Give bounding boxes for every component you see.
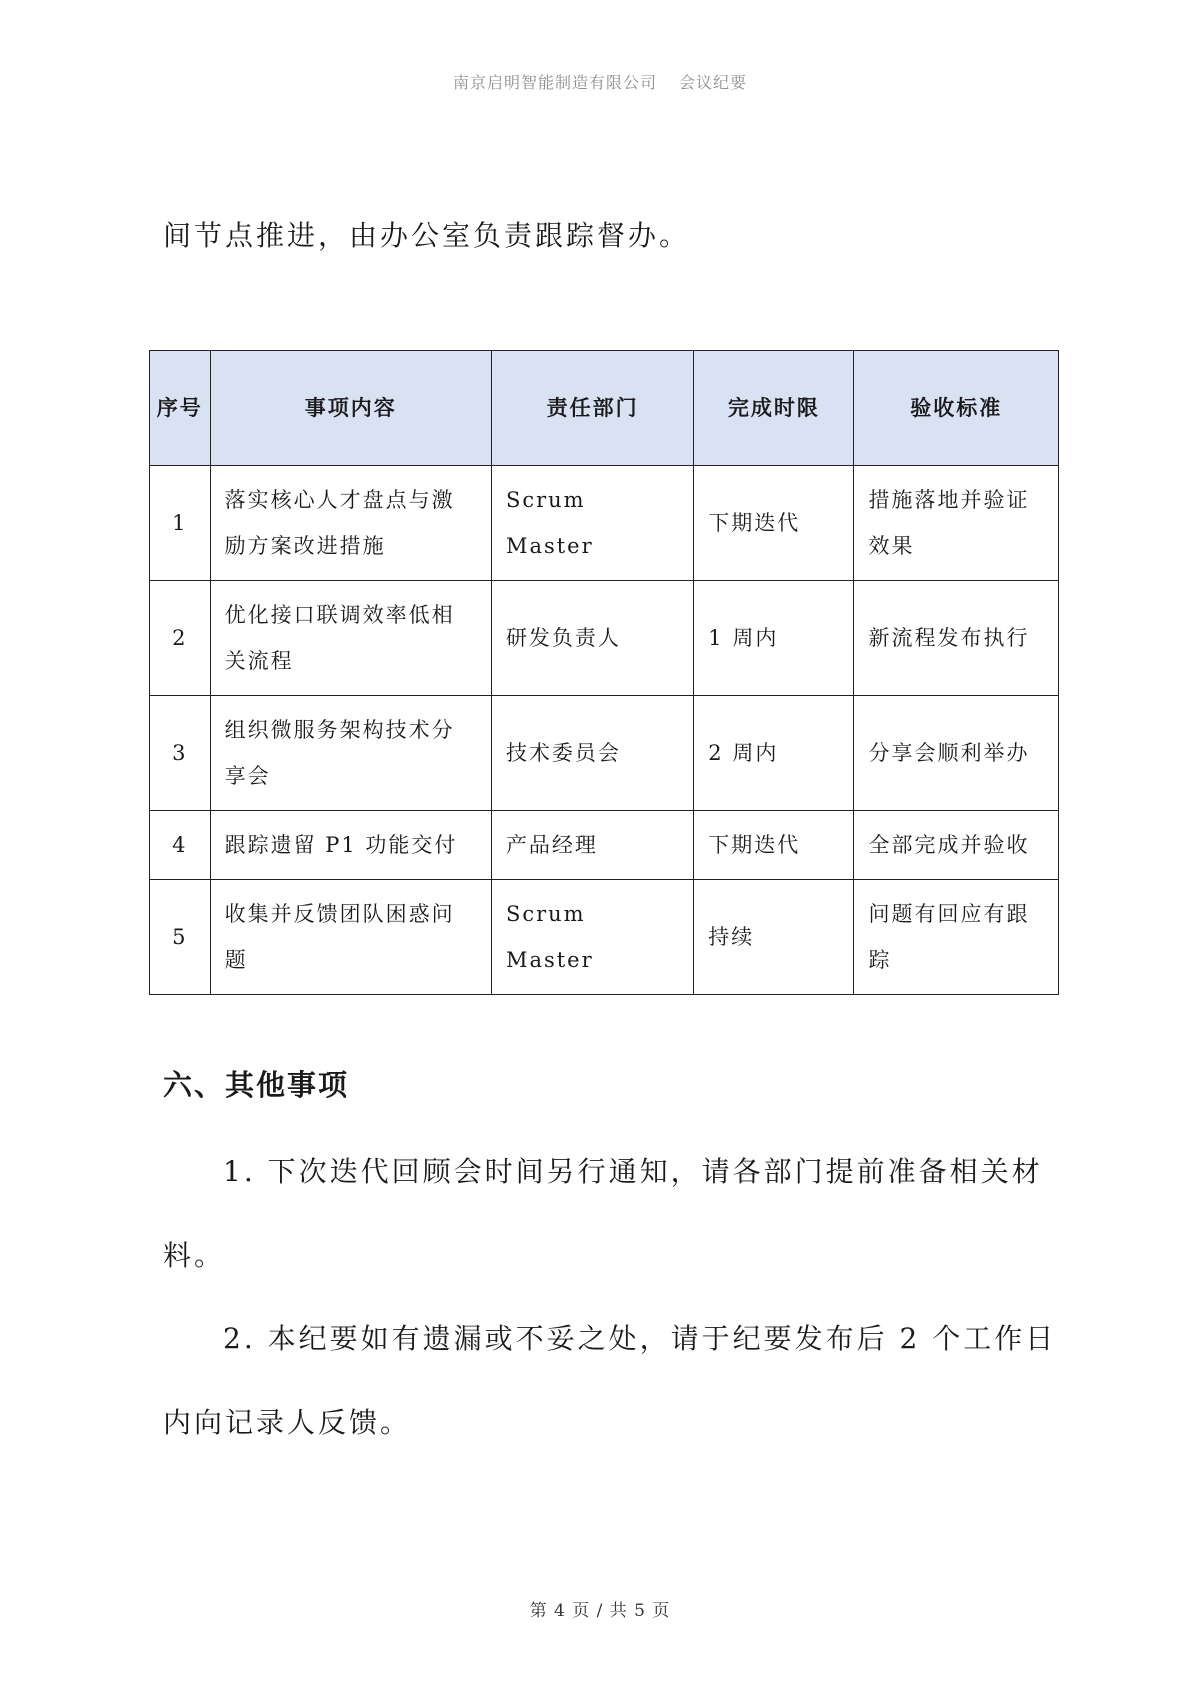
table-row [150, 466, 1059, 581]
cell-dept: Scrum Master [491, 880, 693, 995]
cell-criteria: 措施落地并验证效果 [854, 466, 1059, 581]
cell-no: 1 [150, 466, 211, 581]
cell-no: 2 [150, 581, 211, 696]
cell-criteria: 新流程发布执行 [854, 581, 1059, 696]
other-item-2: 2. 本纪要如有遗漏或不妥之处，请于纪要发布后 2 个工作日内向记录人反馈。 [163, 1322, 1057, 1439]
continued-paragraph: 间节点推进，由办公室负责跟踪督办。 [163, 219, 691, 252]
cell-item: 落实核心人才盘点与激励方案改进措施 [210, 466, 491, 581]
table-row [150, 811, 1059, 880]
cell-no: 5 [150, 880, 211, 995]
cell-dept: 研发负责人 [491, 581, 693, 696]
table-row [150, 880, 1059, 995]
cell-criteria: 分享会顺利举办 [854, 696, 1059, 811]
header-item: 事项内容 [210, 351, 491, 466]
header-deadline: 完成时限 [694, 351, 854, 466]
cell-item: 收集并反馈团队困惑问题 [210, 880, 491, 995]
table-header-row [150, 351, 1059, 466]
page-header [0, 70, 1200, 93]
cell-deadline: 持续 [694, 880, 854, 995]
cell-deadline: 2 周内 [694, 696, 854, 811]
cell-item: 组织微服务架构技术分享会 [210, 696, 491, 811]
cell-no: 3 [150, 696, 211, 811]
other-item-1: 1. 下次迭代回顾会时间另行通知，请各部门提前准备相关材料。 [163, 1155, 1043, 1272]
cell-criteria: 问题有回应有跟踪 [854, 880, 1059, 995]
page-footer: 第 4 页 / 共 5 页 [529, 1601, 671, 1621]
header-no: 序号 [150, 351, 211, 466]
cell-item: 优化接口联调效率低相关流程 [210, 581, 491, 696]
cell-criteria: 全部完成并验收 [854, 811, 1059, 880]
cell-deadline: 1 周内 [694, 581, 854, 696]
cell-deadline: 下期迭代 [694, 466, 854, 581]
header-dept: 责任部门 [491, 351, 693, 466]
section-title: 六、其他事项 [163, 1068, 350, 1102]
cell-no: 4 [150, 811, 211, 880]
table-row [150, 696, 1059, 811]
header-doc-type: 会议纪要 [679, 73, 748, 92]
header-company: 南京启明智能制造有限公司 [452, 73, 657, 92]
cell-item: 跟踪遗留 P1 功能交付 [210, 811, 491, 880]
cell-dept: Scrum Master [491, 466, 693, 581]
cell-dept: 产品经理 [491, 811, 693, 880]
cell-deadline: 下期迭代 [694, 811, 854, 880]
header-criteria: 验收标准 [854, 351, 1059, 466]
action-items-table [149, 350, 1059, 995]
cell-dept: 技术委员会 [491, 696, 693, 811]
table-row [150, 581, 1059, 696]
